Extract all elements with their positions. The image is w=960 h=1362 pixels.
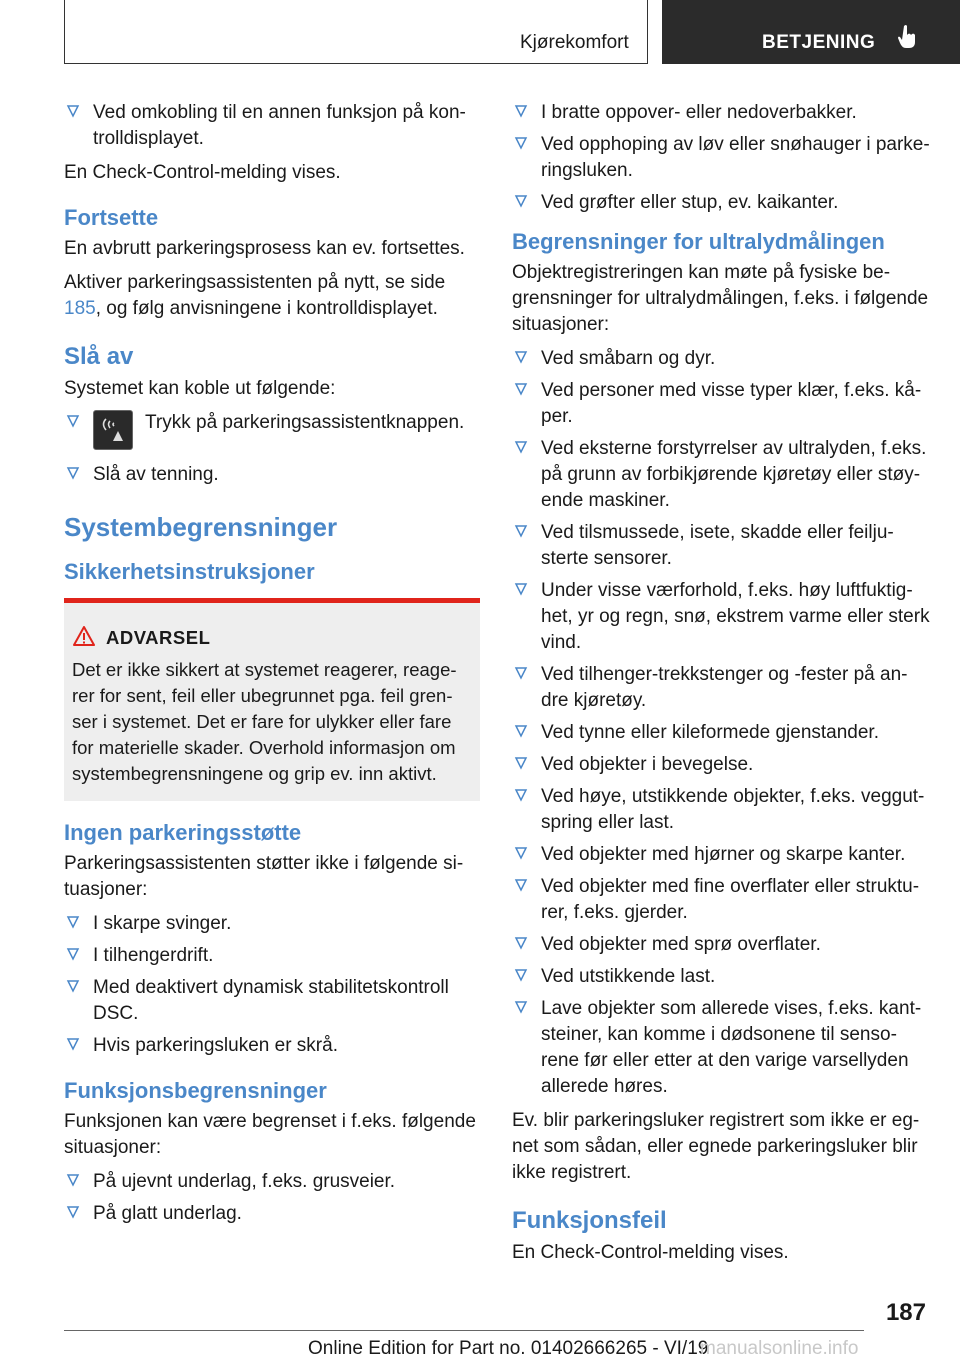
warning-triangle-icon xyxy=(72,625,96,647)
list-item: Ved personer med visse typer klær, f.eks. kå-per. xyxy=(512,378,932,430)
footer-divider xyxy=(64,1330,864,1331)
fortsette-p2: Aktiver parkeringsassistenten på nytt, se side 185, og følg anvisningene i kontrolldisplayet. xyxy=(64,272,446,319)
watermark: manualsonline.info xyxy=(700,1338,859,1359)
ultra-outro: Ev. blir parkeringsluker registrert som ikke er eg-net som sådan, eller egnede parkeringsluker blir ikke registrert. xyxy=(512,1110,920,1183)
ultra-list xyxy=(512,346,932,1100)
list-item: På ujevnt underlag, f.eks. grusveier. xyxy=(64,1169,480,1195)
top-list xyxy=(512,100,932,216)
list-item: Ved objekter med sprø overflater. xyxy=(512,932,932,958)
right-column xyxy=(512,100,932,1274)
heading-slaav: Slå av xyxy=(64,343,134,370)
list-item: I tilhengerdrift. xyxy=(64,943,480,969)
warning-text: Det er ikke sikkert at systemet reagerer, reage-rer for sent, feil eller ubegrunnet pga. feil gren-ser i systemet. Det er fare for ulykker eller fare for materielle skader. Overhold informasjon om systembegrensningene og grip ev. inn aktivt. xyxy=(72,659,457,784)
slaav-intro: Systemet kan koble ut følgende: xyxy=(64,378,336,399)
heading-sikkerhetsinstruksjoner: Sikkerhetsinstruksjoner xyxy=(64,559,315,584)
ingen-intro: Parkeringsassistenten støtter ikke i følgende si-tuasjoner: xyxy=(64,853,464,900)
ultra-intro: Objektregistreringen kan møte på fysiske be-grensninger for ultralydmålingen, f.eks. i følgende situasjoner: xyxy=(512,262,929,335)
hand-pointer-icon xyxy=(898,24,918,56)
list-item: Med deaktivert dynamisk stabilitetskontroll DSC. xyxy=(64,975,480,1027)
slaav-list xyxy=(64,410,480,488)
list-item: Ved objekter med fine overflater eller struktu-rer, f.eks. gjerder. xyxy=(512,874,932,926)
section-title: Kjørekomfort xyxy=(520,32,629,53)
heading-ultralyd: Begrensninger for ultralydmålingen xyxy=(512,229,885,254)
list-item: Hvis parkeringsluken er skrå. xyxy=(64,1033,480,1059)
list-item: Ved omkobling til en annen funksjon på kon-trolldisplayet. xyxy=(64,100,480,152)
warning-box xyxy=(64,598,480,801)
list-item: Slå av tenning. xyxy=(64,462,480,488)
heading-systembegrensninger: Systembegrensninger xyxy=(64,512,338,542)
heading-ingen-parkeringsstotte: Ingen parkeringsstøtte xyxy=(64,820,302,845)
heading-fortsette: Fortsette xyxy=(64,205,159,230)
list-item: Ved tynne eller kileformede gjenstander. xyxy=(512,720,932,746)
warning-title: ADVARSEL xyxy=(72,625,472,651)
fortsette-p1: En avbrutt parkeringsprosess kan ev. fortsettes. xyxy=(64,238,465,259)
list-item: Trykk på parkeringsassistentknappen. xyxy=(64,410,480,456)
list-item: På glatt underlag. xyxy=(64,1201,480,1227)
funk-list xyxy=(64,1169,480,1227)
list-item: I skarpe svinger. xyxy=(64,911,480,937)
list-item: Ved tilhenger-trekkstenger og -fester på an-dre kjøretøy. xyxy=(512,662,932,714)
list-item: I bratte oppover- eller nedoverbakker. xyxy=(512,100,932,126)
footer-edition: Online Edition for Part no. 01402666265 - VI/19 xyxy=(308,1338,709,1359)
list-item: Ved grøfter eller stup, ev. kaikanter. xyxy=(512,190,932,216)
intro-list xyxy=(64,100,480,152)
list-item: Ved utstikkende last. xyxy=(512,964,932,990)
list-item: Ved høye, utstikkende objekter, f.eks. veggut-spring eller last. xyxy=(512,784,932,836)
funksjonsfeil-text: En Check-Control-melding vises. xyxy=(512,1242,789,1263)
chapter-title: BETJENING xyxy=(762,32,876,53)
list-item: Under visse værforhold, f.eks. høy luftfuktig-het, yr og regn, snø, ekstrem varme eller sterk vind. xyxy=(512,578,932,656)
heading-funksjonsbegrensninger: Funksjonsbegrensninger xyxy=(64,1078,327,1103)
heading-funksjonsfeil: Funksjonsfeil xyxy=(512,1207,667,1234)
list-item: Ved tilsmussede, isete, skadde eller feilju-sterte sensorer. xyxy=(512,520,932,572)
list-item: Ved opphoping av løv eller snøhauger i parke-ringsluken. xyxy=(512,132,932,184)
intro-text: En Check-Control-melding vises. xyxy=(64,162,341,183)
funk-intro: Funksjonen kan være begrenset i f.eks. følgende situasjoner: xyxy=(64,1111,476,1158)
list-item: Ved eksterne forstyrrelser av ultralyden, f.eks. på grunn av forbikjørende kjøretøy eller støy-ende maskiner. xyxy=(512,436,932,514)
list-item: Ved objekter med hjørner og skarpe kanter. xyxy=(512,842,932,868)
list-item: Lave objekter som allerede vises, f.eks. kant-steiner, kan komme i dødsonene til senso-rene før eller etter at den varige varsellyden allerede høres. xyxy=(512,996,932,1100)
list-item: Ved småbarn og dyr. xyxy=(512,346,932,372)
page-number: 187 xyxy=(885,1299,926,1326)
ingen-list xyxy=(64,911,480,1059)
page-link-185[interactable]: 185 xyxy=(64,298,96,319)
parking-assist-button-icon xyxy=(93,410,133,450)
chapter-tab xyxy=(662,0,960,64)
left-column xyxy=(64,100,480,1235)
list-item: Ved objekter i bevegelse. xyxy=(512,752,932,778)
